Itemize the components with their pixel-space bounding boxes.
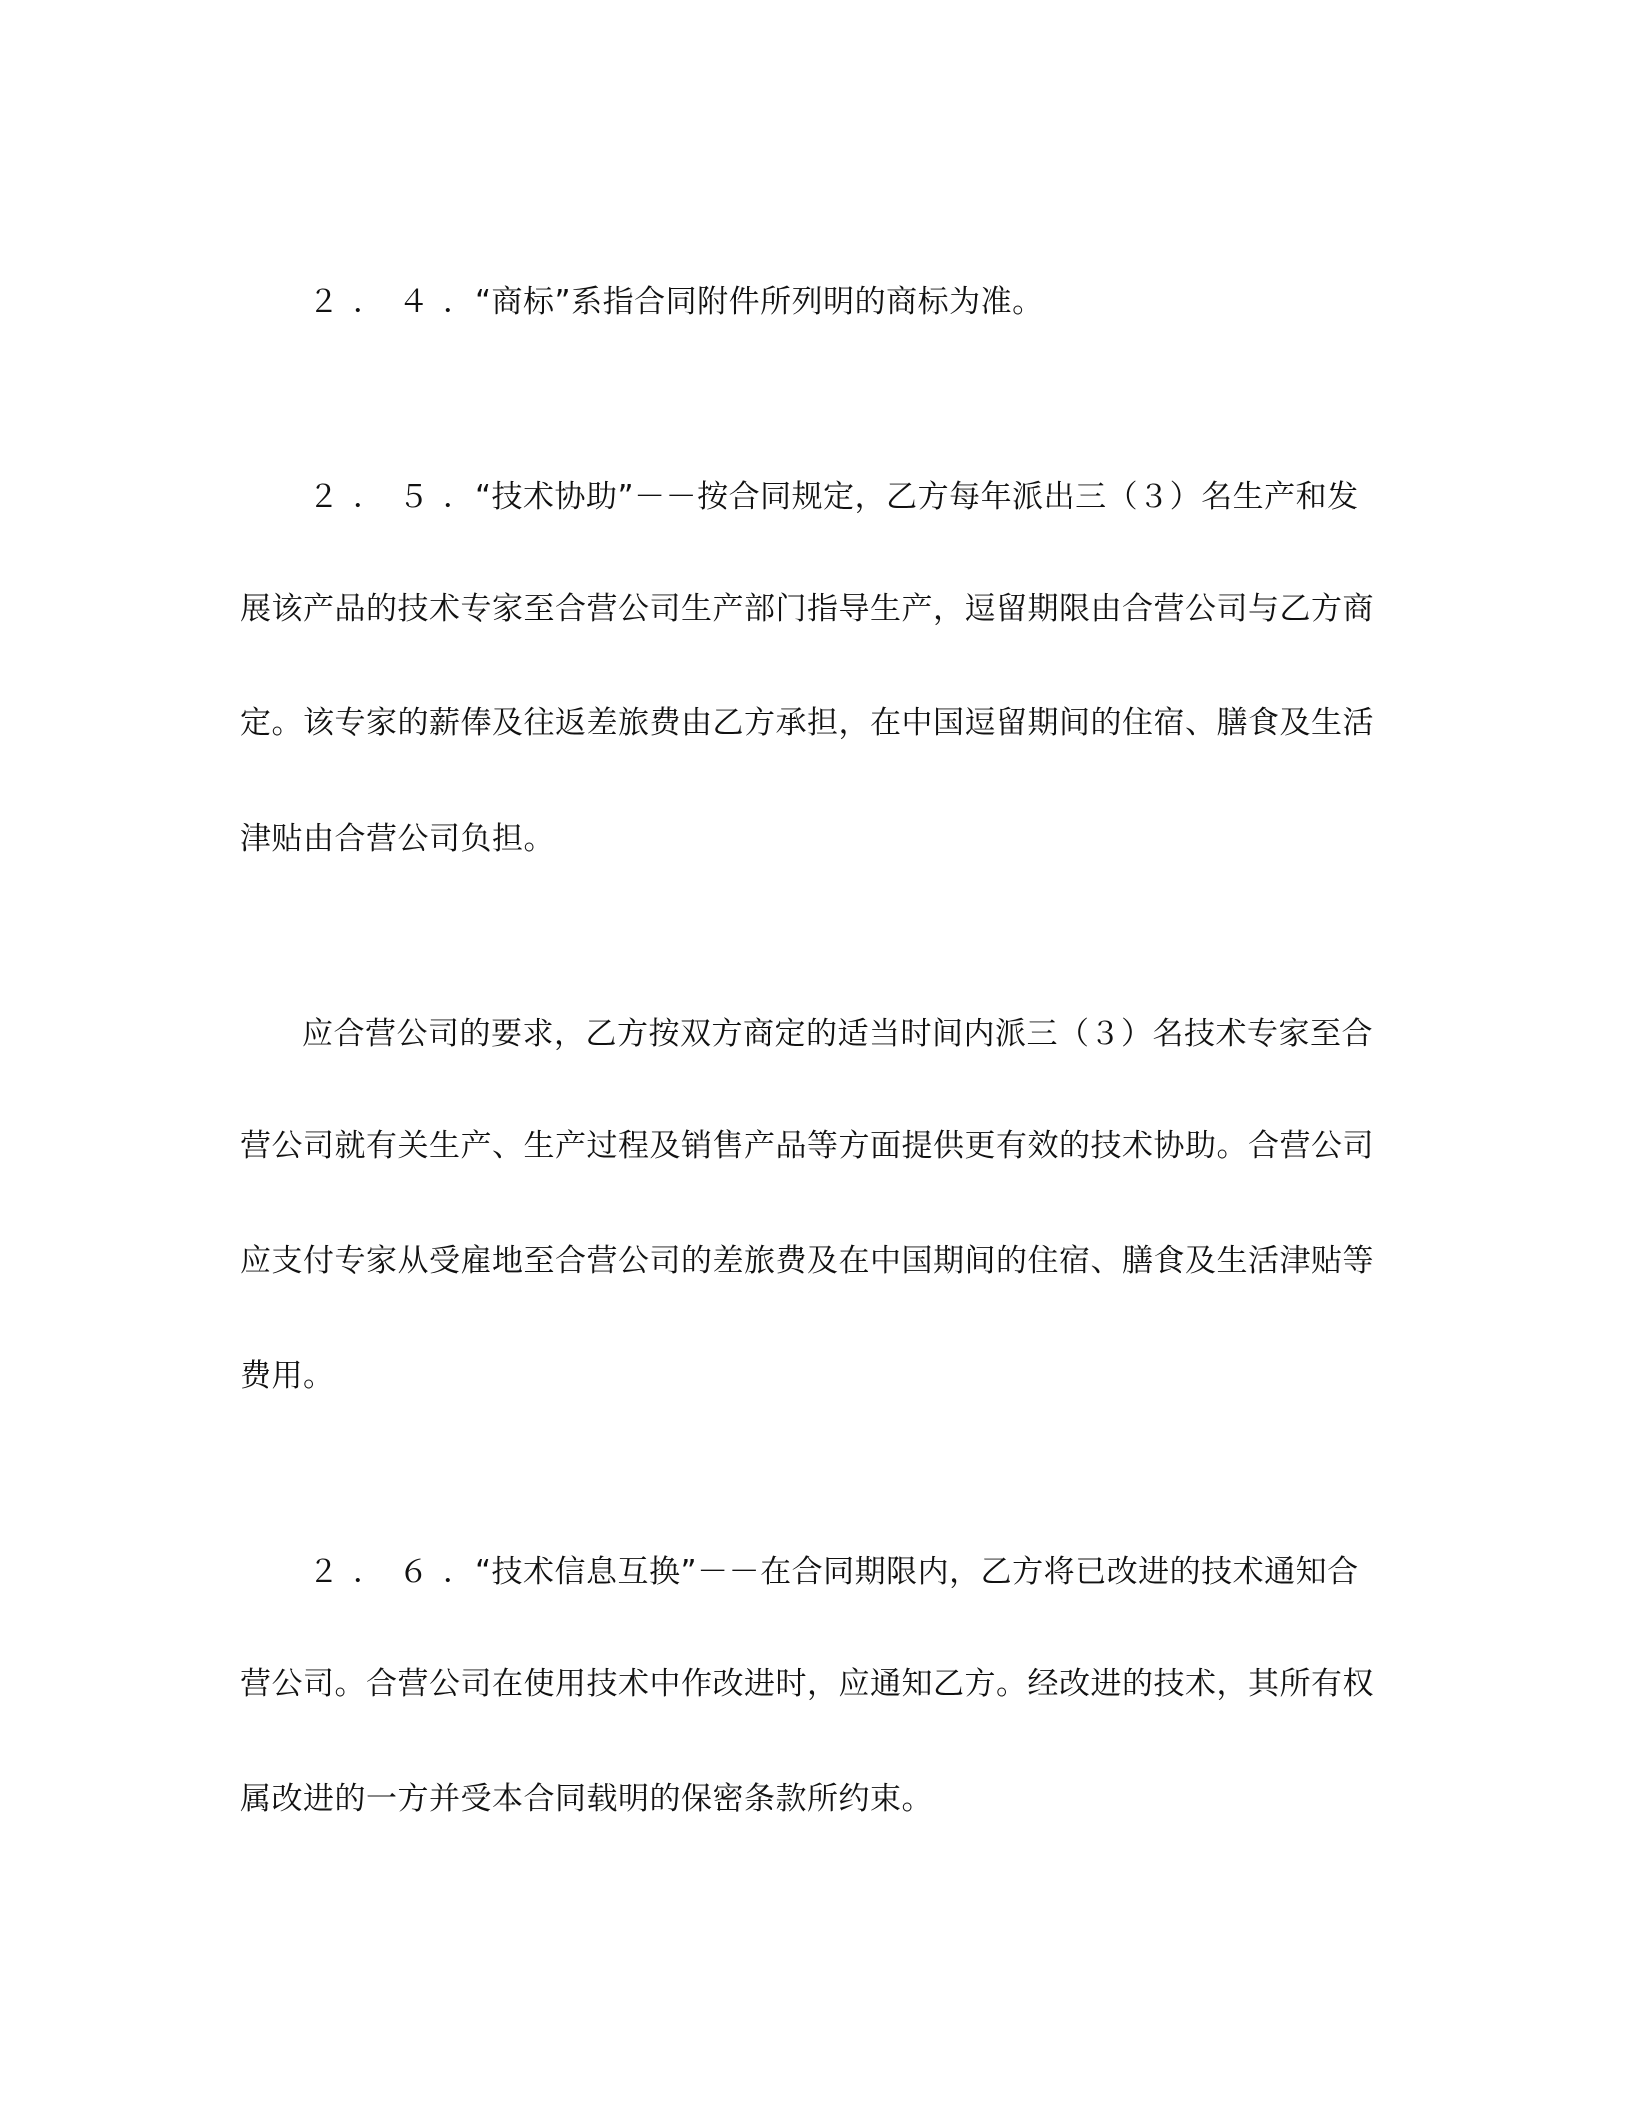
paragraph-line: 应支付专家从受雇地至合营公司的差旅费及在中国期间的住宿、膳食及生活津贴等	[240, 1243, 1374, 1279]
clause-number: ２．６．	[308, 1554, 488, 1590]
paragraph-line: 定。该专家的薪俸及往返差旅费由乙方承担，在中国逗留期间的住宿、膳食及生活	[240, 705, 1374, 741]
clause-text: “技术协助”－－按合同规定，乙方每年派出三（３）名生产和发	[475, 479, 1359, 515]
clause-text: “商标”系指合同附件所列明的商标为准。	[475, 284, 1044, 320]
paragraph-first-line: 应合营公司的要求，乙方按双方商定的适当时间内派三（３）名技术专家至合	[302, 1016, 1373, 1052]
paragraph-line: 营公司就有关生产、生产过程及销售产品等方面提供更有效的技术协助。合营公司	[240, 1128, 1374, 1164]
paragraph-line: 属改进的一方并受本合同载明的保密条款所约束。	[240, 1781, 933, 1817]
clause-text: “技术信息互换”－－在合同期限内，乙方将已改进的技术通知合	[475, 1554, 1359, 1590]
paragraph-line: 展该产品的技术专家至合营公司生产部门指导生产，逗留期限由合营公司与乙方商	[240, 591, 1374, 627]
paragraph-line: 营公司。合营公司在使用技术中作改进时，应通知乙方。经改进的技术，其所有权	[240, 1666, 1374, 1702]
paragraph-line: 费用。	[240, 1358, 335, 1394]
clause-number: ２．５．	[308, 479, 488, 515]
paragraph-line: 津贴由合营公司负担。	[240, 821, 555, 857]
clause-number: ２．４．	[308, 284, 488, 320]
